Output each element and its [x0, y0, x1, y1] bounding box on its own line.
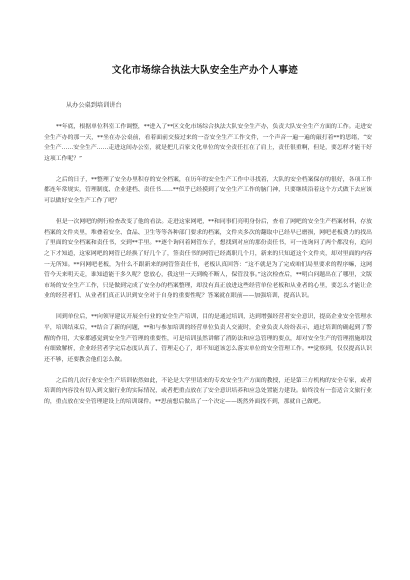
paragraph: 之后的日子，**整理了安全办里积存的安全档案，在历年的安全生产工作中寻找着，大队的安全档案保存的很好，各项工作都连年常规实，管理制度、企业建档、责任书……**似乎已经摸到了安全生产工作的脑门神，只要继续沿着这个方式做下去应该可以做好安全生产工作了吧？: [44, 176, 372, 205]
paragraph: 回到单位后，**向领导建议开展全行业的安全生产培训，目的是通过培训，达到增强经营者安全意识，提高企业安全管理水平，培训结束后，**结合了新的问题，**和与参加培训的经营单位负责人交流时，企业负责人纷纷表示，通过培训的确起到了警醒的作用，大家都感觉到安全生产管理的重要性，可是培训虽然讲解了消防法和应急管理的要点，却对安全生产的管理措施却没有细致解析，企业经营者学完后态度认真了、管理走心了，却不知道该怎么落实单位的安全管理工作。**觉察到，仅仅提高认识还不够，还要教会他们怎么做。: [44, 314, 372, 363]
paragraph: 但是一次网吧的例行检查改变了他的看法。走进这家网吧，**和同事们亮明身份后，查看了网吧的安全生产档案材料，存放档案的文件夹里，堆叠着安全、食品、卫生等等各种部门要求的档案，文件夹多次的翻取中已经早已磨损，网吧老板费力的找出了里面的安全档案和责任书，交到**手里。**逐个询问着网管东子，想找到对应的那份责任书，可一连询问了两个都没有，追问之下才知道，这家网吧的网管已经换了好几个了，签责任书的网管已经离职几个月，新来的只知道这个文件夹，却对里面的内容一无所知。**问网吧老板，为什么不跟新来的网管签责任书，老板认真回答：“这不就是为了完成咱们局里要求的程序嘛，这网管今天来明天走，谁知道能干多久呢？您放心，我这里一天到晚不断人，保管没事。”这次检查后，**明白问题出在了哪里，文版市场的安全生产工作，只是做到完成了安全办的档案整理，却没有真正放进这些经营单位老板和从业者的心里，要怎么才能让企业的经营者们、从业者们真正认识到安全对于自身的重要性呢？答案就在眼前——加强培训，提高认识。: [44, 219, 372, 300]
document-title: 文化市场综合执法大队安全生产办个人事迹: [111, 65, 299, 76]
paragraph: 之后的几次行业安全生产培训依然如此，不论是大学里请来的专攻安全生产方面的教授，还是第三方机构的安全专家，或者培训的内容没有切入到文旅行业的实际情况，或者把重点放在了安全意识培养和应急处置能力建设。始终没有一套适合文旅行业的，重点放在安全管理建设上的培训课件。**思前想后做出了一个决定——既然外面找不到，那就自己做吧。: [44, 377, 372, 406]
paragraph: **年底，根据单位科室工作调整，**进入了**区文化市场综合执法大队安全生产办，负责大队安全生产方面的工作。走进安全生产办的那一天，**坐在办公桌前，看着面前交接过来的一沓安全生产工作文件，一个声音一遍一遍的敲打着**的思绪，“安全生产……安全生产……走进这间办公室，就是把几百家文化单位的安全责任扛在了肩上，责任很重啊，但是，要怎样才能干好这项工作呢？”: [44, 124, 372, 162]
document-body: [44, 122, 372, 418]
section-subtitle: 从办公桌到培训讲台: [66, 102, 122, 109]
